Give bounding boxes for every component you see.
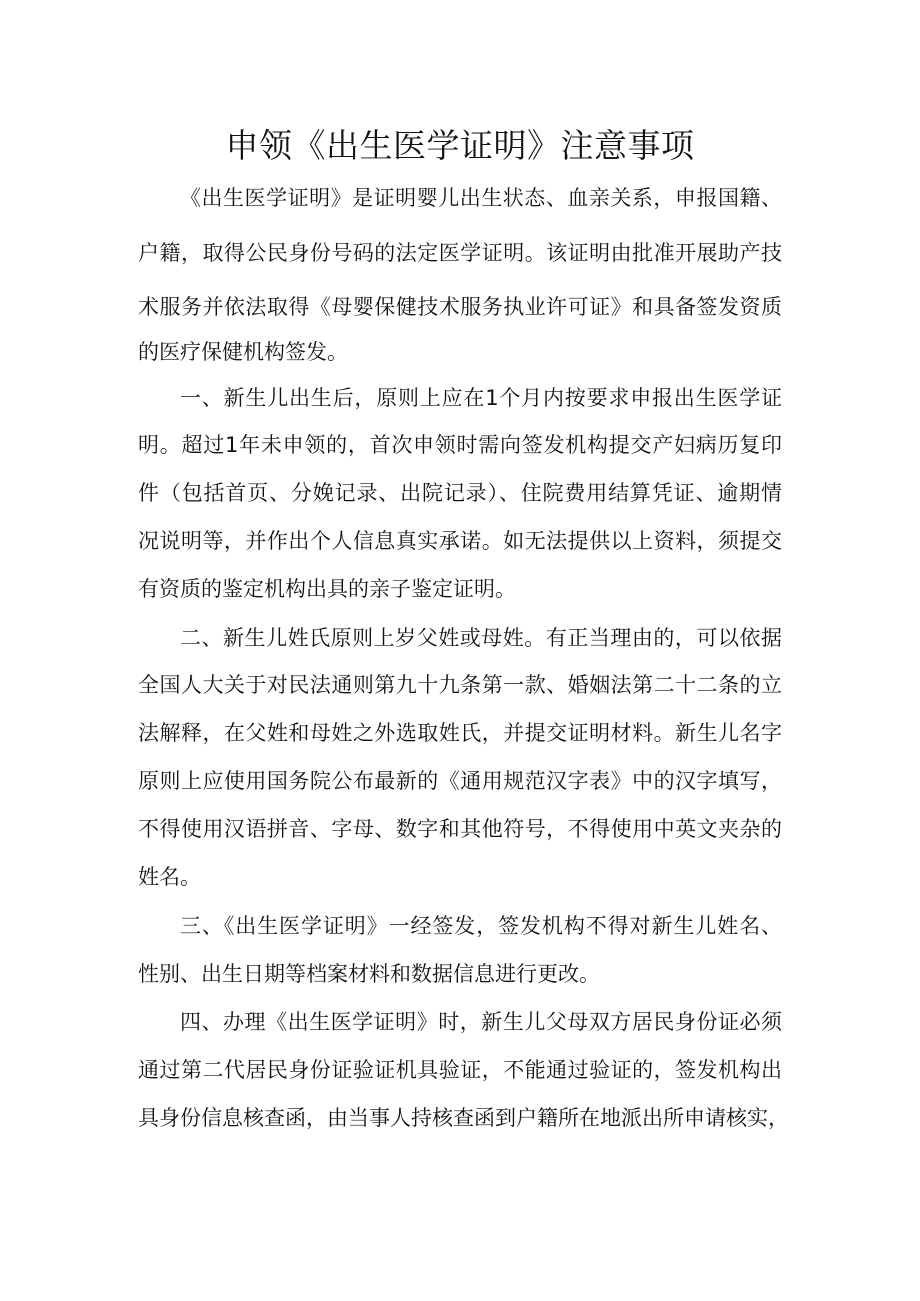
paragraph-line: 件（包括首页、分娩记录、出院记录）、住院费用结算凭证、逾期情 xyxy=(138,481,782,505)
paragraph-line: 通过第二代居民身份证验证机具验证，不能通过验证的，签发机构出 xyxy=(138,1058,782,1082)
paragraph-line: 术服务并依法取得《母婴保健技术服务执业许可证》和具备签发资质 xyxy=(138,295,782,319)
paragraph-line: 《出生医学证明》是证明婴儿出生状态、血亲关系，申报国籍、 xyxy=(180,186,782,210)
paragraph-line: 的医疗保健机构签发。 xyxy=(138,340,348,364)
document-title: 申领《出生医学证明》注意事项 xyxy=(225,126,695,165)
paragraph-line: 性别、出生日期等档案材料和数据信息进行更改。 xyxy=(138,962,600,986)
paragraph-line: 原则上应使用国务院公布最新的《通用规范汉字表》中的汉字填写， xyxy=(138,769,782,793)
paragraph-line: 三、《出生医学证明》一经签发，签发机构不得对新生儿姓名、 xyxy=(180,914,782,938)
paragraph-line: 户籍，取得公民身份号码的法定医学证明。该证明由批准开展助产技 xyxy=(138,241,782,265)
paragraph-line: 二、新生儿姓氏原则上岁父姓或母姓。有正当理由的，可以依据 xyxy=(180,626,782,650)
paragraph-line: 四、办理《出生医学证明》时，新生儿父母双方居民身份证必须 xyxy=(180,1010,782,1034)
paragraph-line: 一、新生儿出生后，原则上应在1个月内按要求申报出生医学证 xyxy=(180,386,782,410)
paragraph-line: 况说明等，并作出个人信息真实承诺。如无法提供以上资料，须提交 xyxy=(138,529,782,553)
paragraph-line: 法解释，在父姓和母姓之外选取姓氏，并提交证明材料。新生儿名字 xyxy=(138,721,782,745)
paragraph-line: 有资质的鉴定机构出具的亲子鉴定证明。 xyxy=(138,577,516,601)
paragraph-line: 明。超过1年未申领的，首次申领时需向签发机构提交产妇病历复印 xyxy=(138,433,782,457)
paragraph-line: 全国人大关于对民法通则第九十九条第一款、婚姻法第二十二条的立 xyxy=(138,673,782,697)
paragraph-line: 姓名。 xyxy=(138,865,201,889)
paragraph-line: 具身份信息核查函，由当事人持核查函到户籍所在地派出所申请核实， xyxy=(138,1106,789,1130)
paragraph-line: 不得使用汉语拼音、字母、数字和其他符号，不得使用中英文夹杂的 xyxy=(138,817,782,841)
